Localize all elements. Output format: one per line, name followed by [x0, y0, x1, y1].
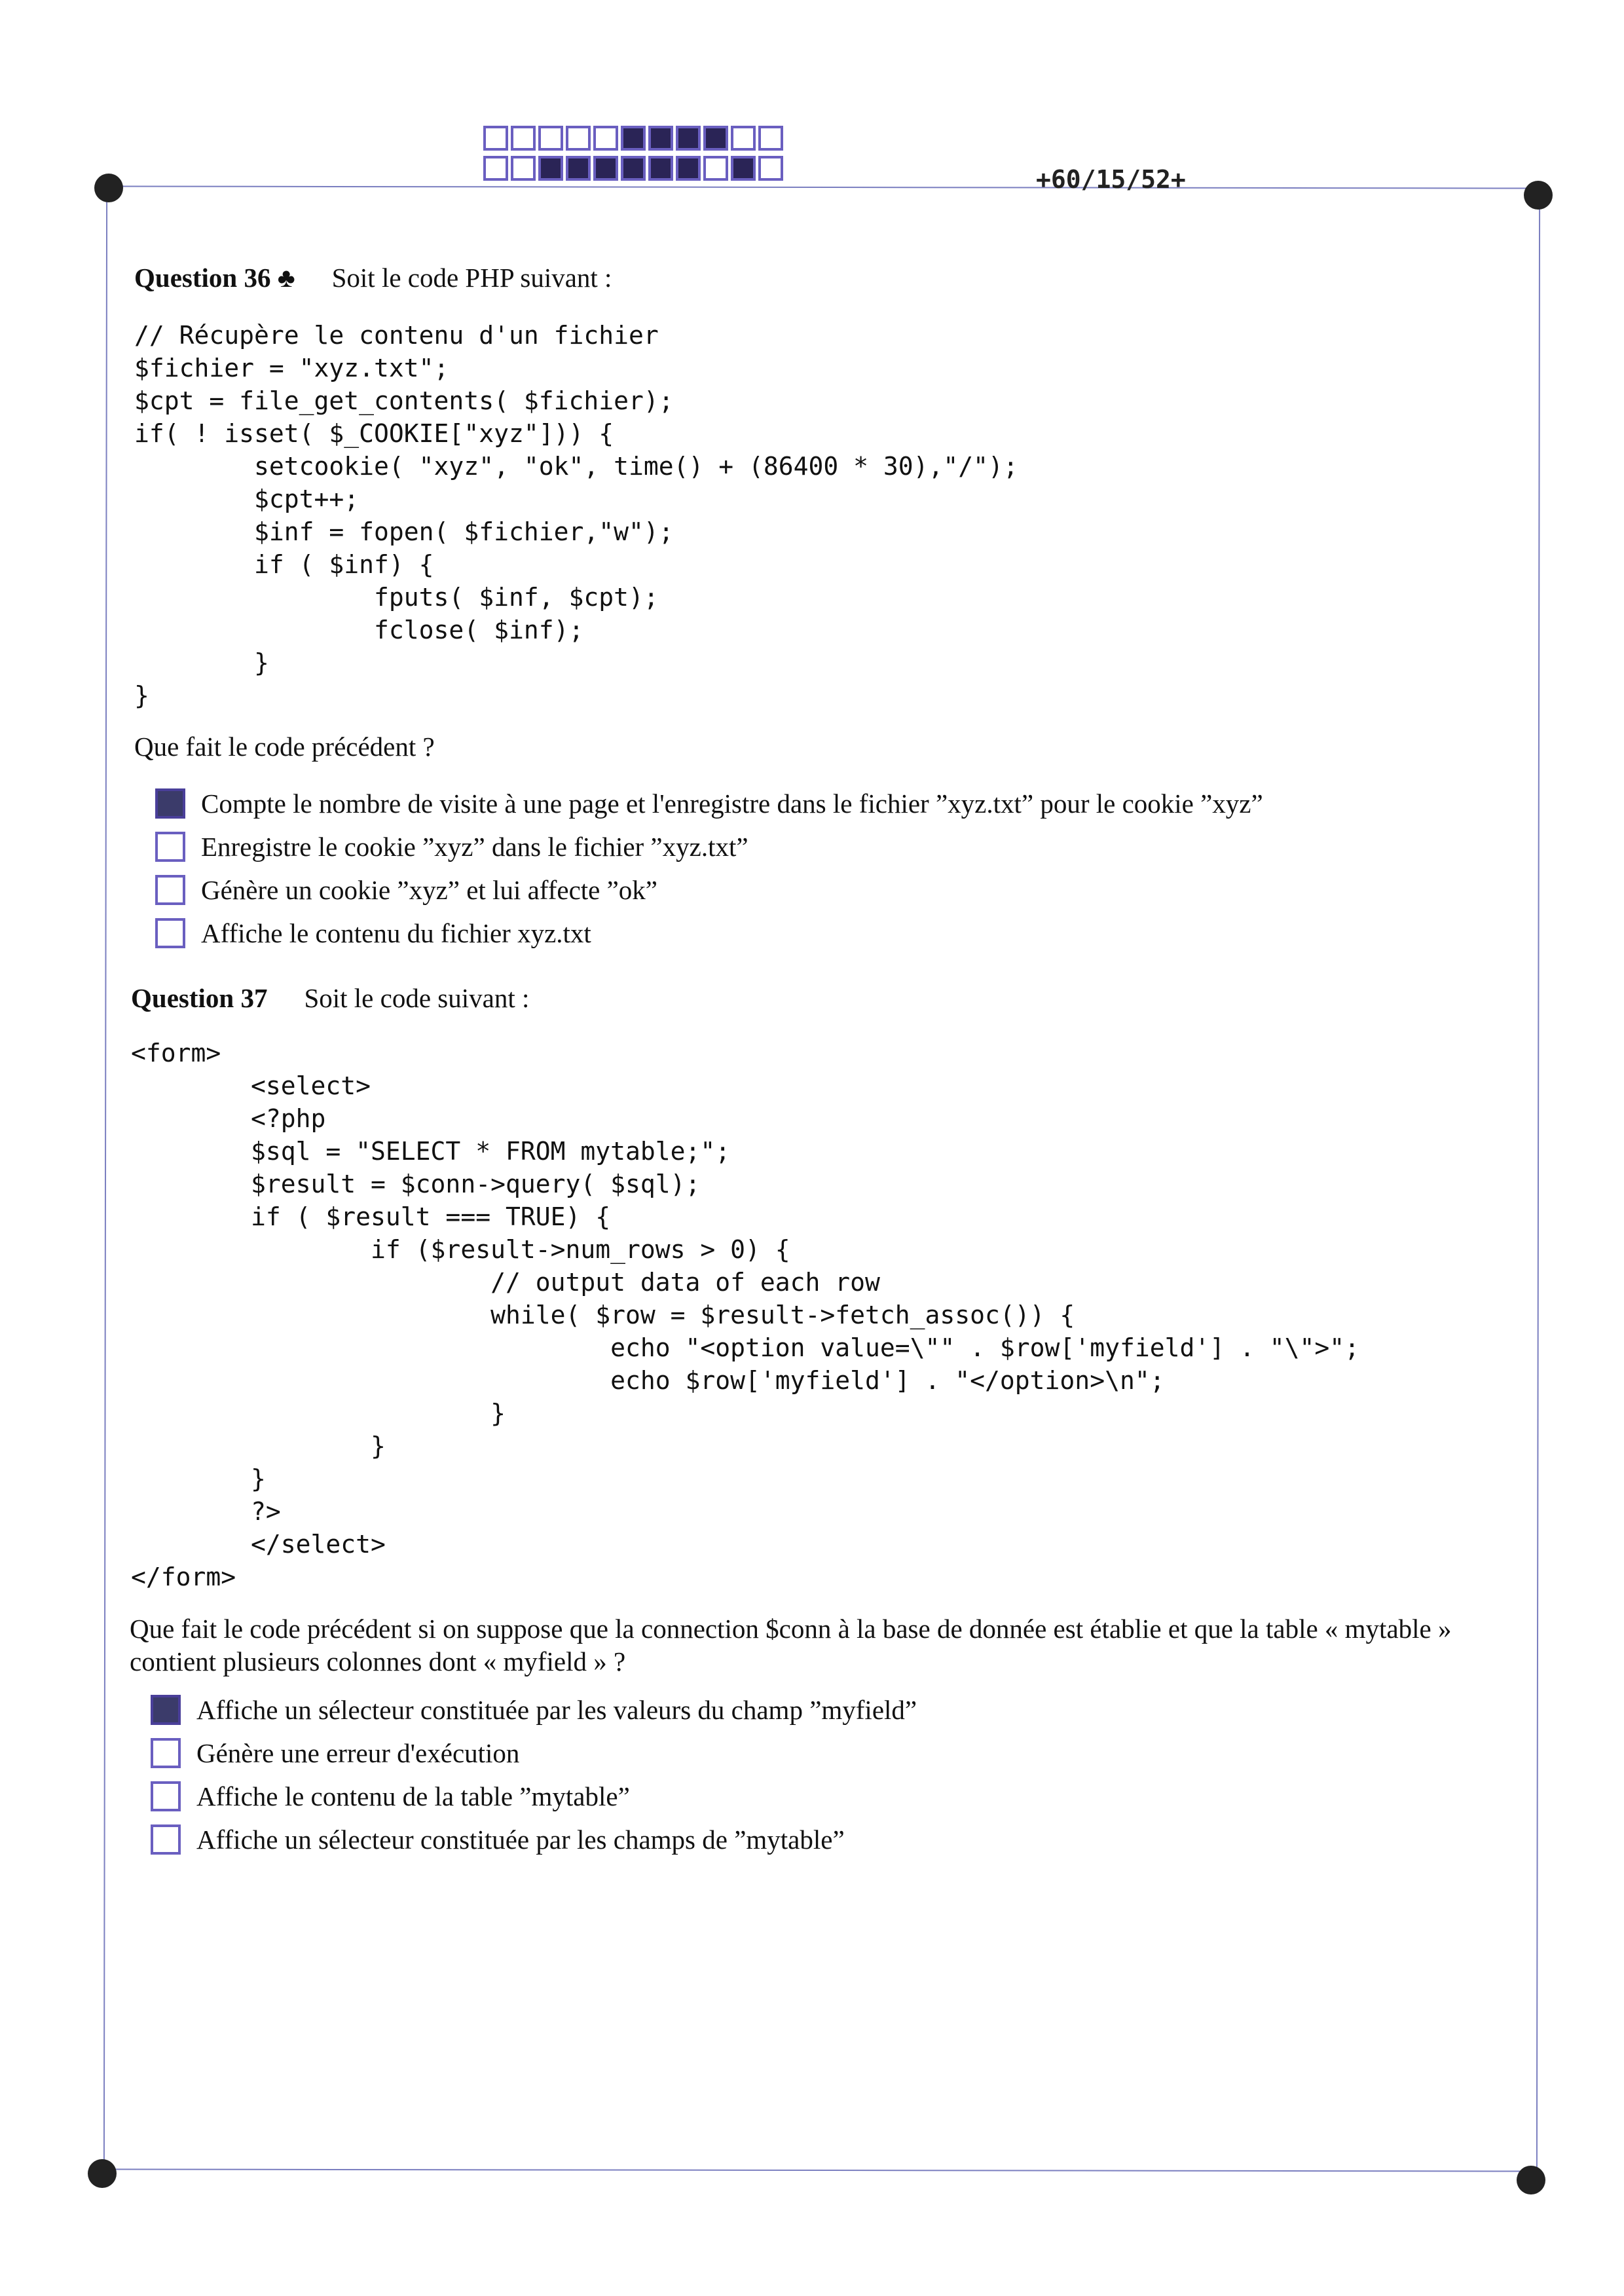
corner-marker-bottom-left: [88, 2159, 117, 2188]
q37-answer-2-checkbox[interactable]: [151, 1738, 181, 1768]
question-37-header: [131, 982, 529, 1014]
id-row-1: [483, 126, 783, 151]
q36-answer-3-checkbox[interactable]: [155, 875, 185, 905]
q37-answer-1[interactable]: [151, 1694, 917, 1726]
q37-answer-4[interactable]: [151, 1824, 845, 1855]
q36-answer-4-text: Affiche le contenu du fichier xyz.txt: [201, 918, 591, 948]
id-cell: [483, 156, 508, 181]
id-cell: [731, 156, 756, 181]
id-cell: [566, 126, 591, 151]
q36-answer-2-checkbox[interactable]: [155, 832, 185, 862]
q37-answer-3[interactable]: [151, 1781, 630, 1812]
id-cell: [511, 126, 536, 151]
id-cell: [758, 126, 783, 151]
question-36-prompt: Que fait le code précédent ?: [134, 731, 435, 762]
q36-answer-1-checkbox[interactable]: [155, 788, 185, 819]
id-cell: [621, 156, 646, 181]
corner-marker-top-left: [94, 174, 123, 202]
question-36-header: [134, 262, 612, 293]
q37-answer-3-text: Affiche le contenu de la table ”mytable”: [196, 1781, 630, 1811]
q36-answer-1[interactable]: [155, 788, 1263, 819]
id-cell: [538, 126, 563, 151]
q37-answer-2-text: Génère une erreur d'exécution: [196, 1738, 520, 1768]
id-row-2: [483, 156, 783, 181]
question-36-code: // Récupère le contenu d'un fichier $fichier = "xyz.txt"; $cpt = file_get_contents( $fichier); if( ! isset( $_COOKIE["xyz"])) { setcookie( "xyz", "ok", time() + (86400 * 30),"/"); $cpt++; $inf = fopen( $fichier,"w"); if ( $inf) { fputs( $inf, $cpt); fclose( $inf); } }: [134, 321, 1018, 710]
q36-answer-1-text: Compte le nombre de visite à une page et l'enregistre dans le fichier ”xyz.txt” pour le cookie ”xyz”: [201, 788, 1263, 819]
page-code: +60/15/52+: [1036, 165, 1186, 194]
id-cell: [483, 126, 508, 151]
q36-answer-2-text: Enregistre le cookie ”xyz” dans le fichier ”xyz.txt”: [201, 832, 748, 862]
question-36-intro: Soit le code PHP suivant :: [331, 263, 612, 293]
id-cell: [648, 126, 673, 151]
id-cell: [731, 126, 756, 151]
q37-answer-1-checkbox[interactable]: [151, 1695, 181, 1725]
q36-answer-3-text: Génère un cookie ”xyz” et lui affecte ”ok”: [201, 875, 657, 905]
corner-marker-bottom-right: [1517, 2166, 1545, 2194]
id-cell: [648, 156, 673, 181]
id-cell: [538, 156, 563, 181]
q36-answer-3[interactable]: [155, 874, 657, 906]
question-37-label: Question 37: [131, 983, 268, 1013]
q37-answer-1-text: Affiche un sélecteur constituée par les valeurs du champ ”myfield”: [196, 1695, 917, 1725]
question-36-label: Question 36 ♣: [134, 263, 295, 293]
q36-answer-4[interactable]: [155, 917, 591, 949]
id-code-boxes: [483, 126, 783, 186]
q36-answer-4-checkbox[interactable]: [155, 918, 185, 948]
id-cell: [566, 156, 591, 181]
corner-marker-top-right: [1524, 181, 1553, 210]
q37-answer-4-checkbox[interactable]: [151, 1824, 181, 1855]
id-cell: [621, 126, 646, 151]
id-cell: [703, 156, 728, 181]
id-cell: [676, 126, 701, 151]
id-cell: [511, 156, 536, 181]
id-cell: [593, 156, 618, 181]
q37-answer-2[interactable]: [151, 1737, 519, 1769]
question-37-intro: Soit le code suivant :: [304, 983, 530, 1013]
id-cell: [676, 156, 701, 181]
q37-answer-3-checkbox[interactable]: [151, 1781, 181, 1811]
question-37-prompt: Que fait le code précédent si on suppose que la connection $conn à la base de donnée est établie et que la table « mytable » contient plusieurs colonnes dont « myfield » ?: [130, 1614, 1452, 1676]
id-cell: [703, 126, 728, 151]
id-cell: [758, 156, 783, 181]
id-cell: [593, 126, 618, 151]
q36-answer-2[interactable]: [155, 831, 748, 862]
q37-answer-4-text: Affiche un sélecteur constituée par les champs de ”mytable”: [196, 1824, 845, 1855]
question-37-code: <form> <select> <?php $sql = "SELECT * FROM mytable;"; $result = $conn->query( $sql); if ( $result === TRUE) { if ($result->num_rows > 0) { // output data of each row while( $row = $result->fetch_assoc()) { echo "<option value=\"" . $row['myfield'] . "\">"; echo $row['myfield'] . "</option>\n"; } } } ?> </select> </form>: [131, 1039, 1359, 1591]
